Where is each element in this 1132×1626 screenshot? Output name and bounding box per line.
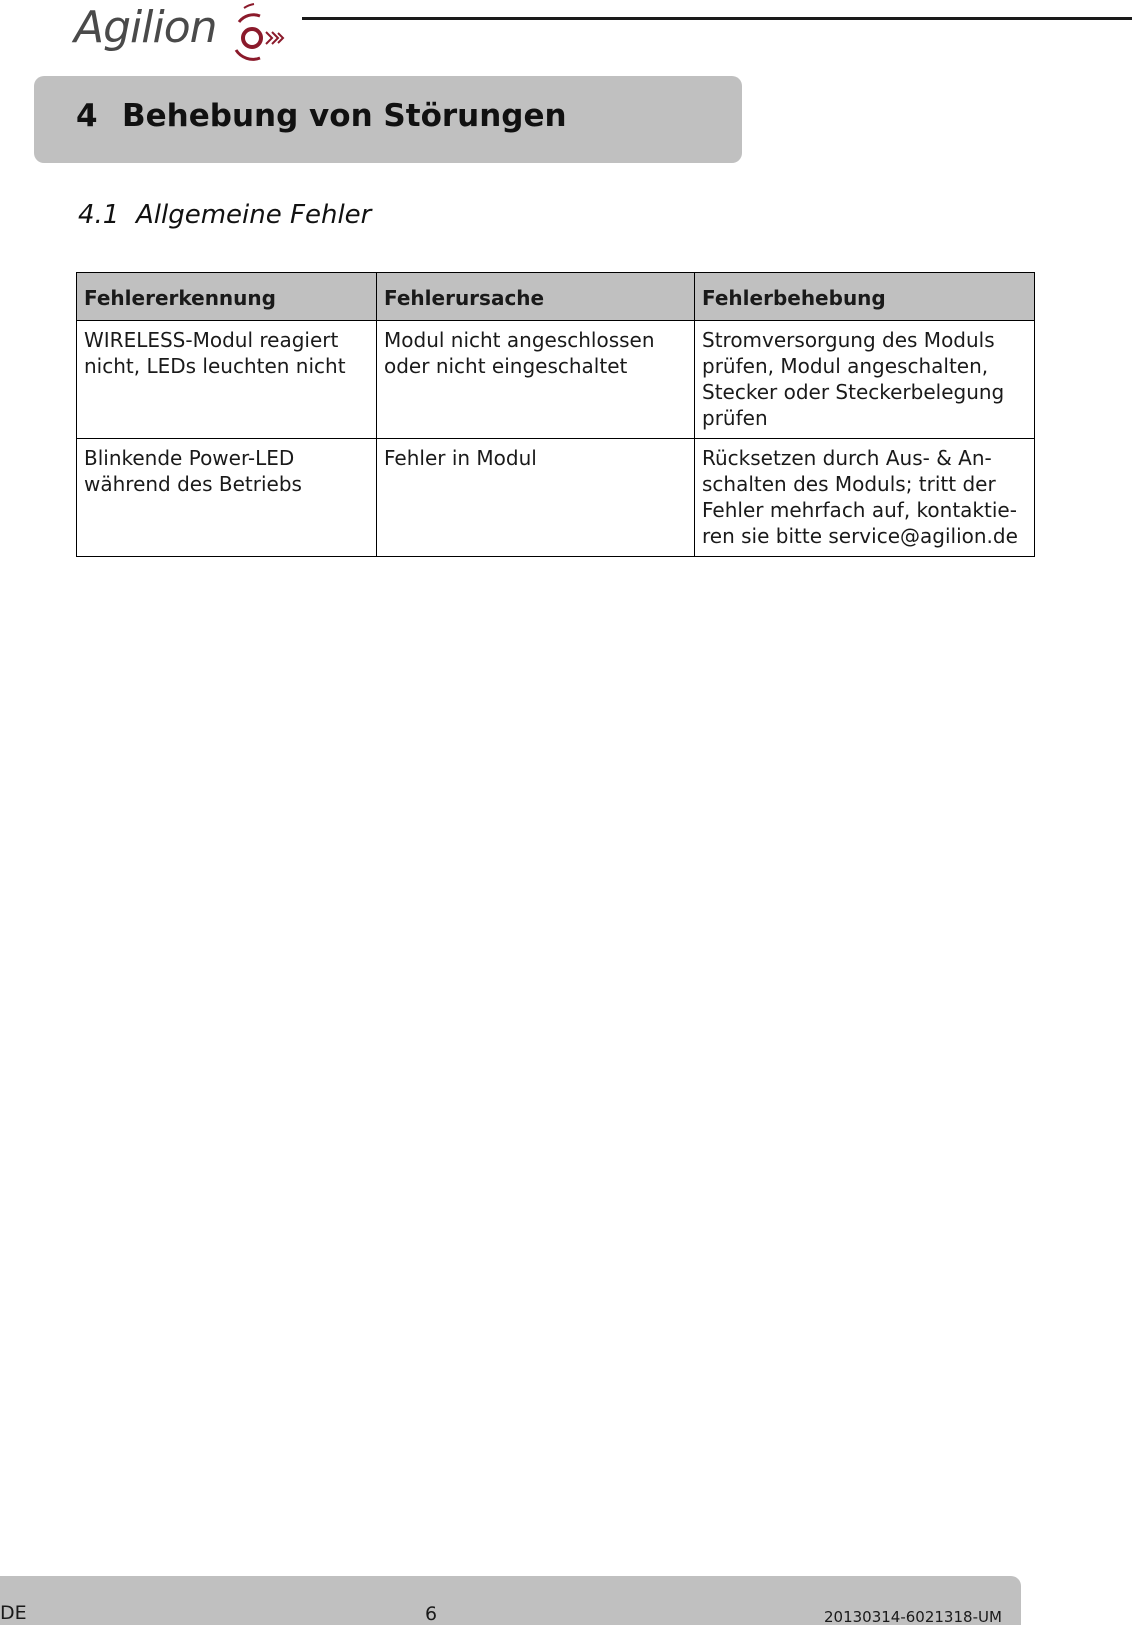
footer-language: DE: [0, 1602, 27, 1624]
section-number: 4.1: [78, 200, 120, 230]
header-detection: Fehlererkennung: [77, 273, 377, 321]
header-rule: [302, 17, 1132, 20]
footer-doc-id: 20130314-6021318-UM: [824, 1608, 1002, 1626]
chapter-title: [76, 98, 567, 134]
cell-cause: Fehler in Modul: [377, 439, 695, 557]
section-title-text: Allgemeine Fehler: [136, 200, 372, 230]
cell-fix: Rücksetzen durch Aus- & An-schalten des Moduls; tritt der Fehler mehrfach auf, kontaktie-ren sie bitte service@agilion.de: [695, 439, 1035, 557]
agilion-logo: [74, 0, 304, 66]
error-table: [76, 272, 1035, 557]
section-title: [78, 200, 371, 230]
chapter-title-text: Behebung von Störungen: [122, 98, 567, 134]
header-fix: Fehlerbehebung: [695, 273, 1035, 321]
table-row: [77, 321, 1035, 439]
table-row: [77, 439, 1035, 557]
footer-page-number: 6: [425, 1603, 438, 1625]
cell-detection: Blinkende Power-LED während des Betriebs: [77, 439, 377, 557]
cell-detection: WIRELESS-Modul reagiert nicht, LEDs leuchten nicht: [77, 321, 377, 439]
chapter-number: 4: [76, 98, 98, 134]
cell-cause: Modul nicht angeschlossen oder nicht eingeschaltet: [377, 321, 695, 439]
logo-wordmark: Agilion: [74, 2, 217, 53]
cell-fix: Stromversorgung des Moduls prüfen, Modul angeschalten, Stecker oder Steckerbelegung prüfen: [695, 321, 1035, 439]
table-header-row: [77, 273, 1035, 321]
header-cause: Fehlerursache: [377, 273, 695, 321]
signal-swirl-icon: [230, 0, 292, 64]
